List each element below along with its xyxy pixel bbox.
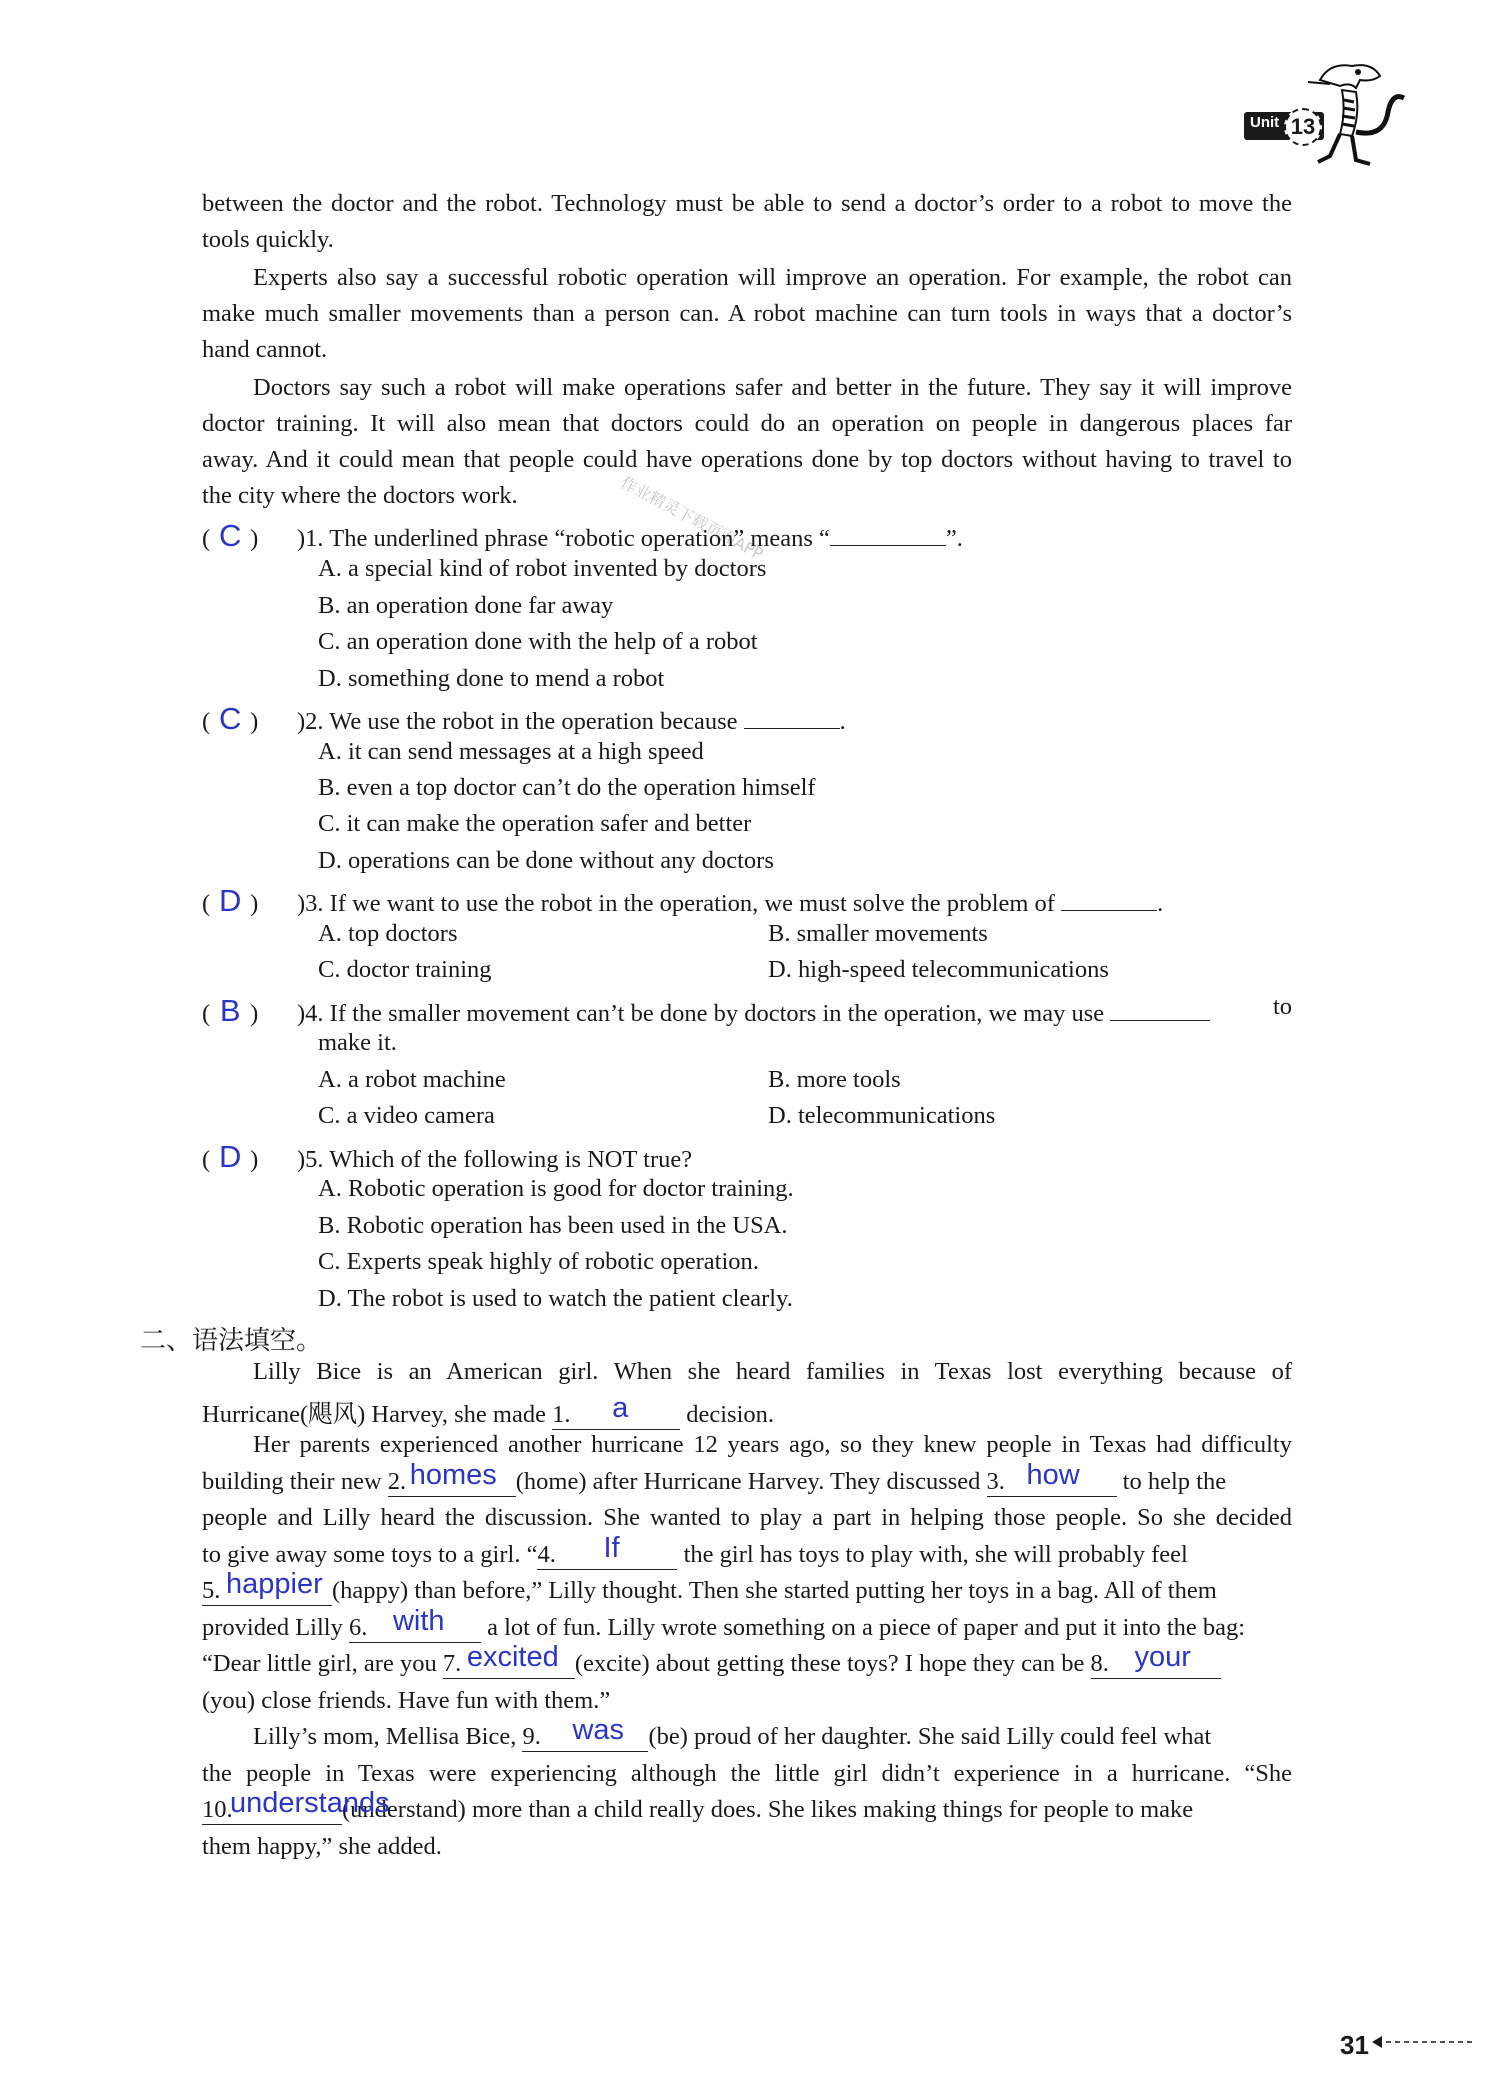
unit-number: 13 [1290,114,1316,139]
question-1: ( C ) )1. The underlined phrase “robotic operation” means “ ”. [202,518,963,553]
cloze-line-10: (you) close friends. Have fun with them.” [202,1687,611,1714]
blank-1: 1. a [552,1401,680,1430]
blank-10: 10. understands [202,1787,390,1823]
handwritten-answer-2: homes [409,1459,497,1491]
blank-4: 4. If [537,1541,677,1570]
unit-label: Unit [1250,114,1280,131]
q1-option-b: B. an operation done far away [318,592,614,619]
passage-line-2: tools quickly. [202,226,334,253]
blank-q3 [1061,888,1157,911]
q5-option-c: C. Experts speak highly of robotic operation. [318,1248,759,1275]
q2-option-c: C. it can make the operation safer and better [318,810,752,837]
handwritten-answer-10: understands [230,1787,390,1819]
cloze-line-9: “Dear little girl, are you 7. excited (excite) about getting these toys? I hope they can be 8. your [202,1650,1292,1679]
q5-option-a: A. Robotic operation is good for doctor training. [318,1175,794,1202]
cloze-line-6: to give away some toys to a girl. “4. If the girl has toys to play with, she will probably feel [202,1532,1188,1568]
q4-option-c: C. a video camera [318,1102,495,1129]
cloze-line-4: building their new 2. homes (home) after Hurricane Harvey. They discussed 3. how to help the [202,1459,1227,1495]
blank-q4 [1110,998,1210,1021]
cloze-line-7: 5. happier (happy) than before,” Lilly thought. Then she started putting her toys in a bag. All of them [202,1568,1217,1604]
blank-3: 3. how [987,1468,1117,1497]
question-4: ( B ) )4. If the smaller movement can’t be done by doctors in the operation, we may use to [202,993,1292,1028]
q1-option-c: C. an operation done with the help of a robot [318,628,758,655]
handwritten-answer-5: happier [226,1568,323,1600]
q4-option-a: A. a robot machine [318,1066,506,1093]
answer-4: B [219,993,241,1028]
passage-line-8: away. And it could mean that people could have operations done by top doctors without having to travel to [202,446,1292,473]
q2-option-b: B. even a top doctor can’t do the operation himself [318,774,816,801]
mascot-illustration [1300,52,1410,182]
cloze-line-5: people and Lilly heard the discussion. She wanted to play a part in helping those people. So she decided [202,1504,1292,1531]
q4-option-d: D. telecommunications [768,1102,996,1129]
handwritten-answer-9: was [572,1714,625,1746]
answer-3: D [218,883,242,918]
q3-option-c: C. doctor training [318,956,492,983]
blank-6: 6. with [349,1614,481,1643]
blank-7: 7. excited [443,1650,575,1679]
page-number: 31 [1340,2030,1369,2060]
cloze-line-14: them happy,” she added. [202,1833,442,1860]
question-2: ( C ) )2. We use the robot in the operation because . [202,701,846,736]
cloze-line-1: Lilly Bice is an American girl. When she heard families in Texas lost everything because of [253,1358,1292,1385]
handwritten-answer-4: If [603,1532,620,1564]
q3-option-a: A. top doctors [318,920,458,947]
q1-option-d: D. something done to mend a robot [318,665,665,692]
blank-9: 9. was [522,1723,648,1752]
passage-line-5: hand cannot. [202,336,328,363]
handwritten-answer-6: with [392,1605,445,1637]
passage-line-3: Experts also say a successful robotic operation will improve an operation. For example, the robot can [253,264,1292,291]
answer-5: D [218,1139,242,1174]
q3-option-b: B. smaller movements [768,920,988,947]
passage-line-1: between the doctor and the robot. Technology must be able to send a doctor’s order to a robot to move the [202,190,1292,217]
handwritten-answer-1: a [612,1392,629,1424]
blank-q2 [744,706,840,729]
cloze-line-2: Hurricane(飓风) Harvey, she made 1. a decision. [202,1392,775,1428]
section-title: 二、语法填空。 [140,1326,323,1356]
answer-1: C [218,518,242,553]
question-4-continued: make it. [318,1029,397,1056]
handwritten-answer-3: how [1026,1459,1080,1491]
handwritten-answer-8: your [1134,1641,1191,1673]
blank-5: 5. happier [202,1577,332,1606]
blank-q1 [830,523,946,546]
blank-2: 2. homes [388,1468,516,1497]
cloze-line-3: Her parents experienced another hurricane 12 years ago, so they knew people in Texas had difficulty [253,1431,1292,1458]
q4-option-b: B. more tools [768,1066,901,1093]
answer-2: C [218,701,242,736]
q1-option-a: A. a special kind of robot invented by doctors [318,555,767,582]
passage-line-4: make much smaller movements than a person can. A robot machine can turn tools in ways that a doctor’s [202,300,1292,327]
cloze-line-13: 10. understands (understand) more than a child really does. She likes making things for people to make [202,1787,1194,1823]
question-5: ( D ) )5. Which of the following is NOT true? [202,1139,693,1174]
q5-option-b: B. Robotic operation has been used in the USA. [318,1212,788,1239]
q2-option-d: D. operations can be done without any doctors [318,847,774,874]
cloze-line-12: the people in Texas were experiencing although the little girl didn’t experience in a hurricane. “She [202,1760,1292,1787]
passage-line-6: Doctors say such a robot will make operations safer and better in the future. They say it will improve [253,374,1292,401]
question-3: ( D ) )3. If we want to use the robot in the operation, we must solve the problem of . [202,883,1164,918]
blank-8: 8. your [1091,1650,1221,1679]
arrow-icon [1372,2034,1472,2050]
watermark: 作业精灵下载页面APP [617,472,767,564]
q5-option-d: D. The robot is used to watch the patient clearly. [318,1285,793,1312]
passage-line-9: the city where the doctors work. [202,482,518,509]
passage-line-7: doctor training. It will also mean that doctors could do an operation on people in dangerous places far [202,410,1292,437]
cloze-line-11: Lilly’s mom, Mellisa Bice, 9. was (be) proud of her daughter. She said Lilly could feel what [253,1714,1212,1750]
q2-option-a: A. it can send messages at a high speed [318,738,704,765]
cloze-line-8: provided Lilly 6. with a lot of fun. Lilly wrote something on a piece of paper and put it into the bag: [202,1605,1246,1641]
handwritten-answer-7: excited [466,1641,559,1673]
q3-option-d: D. high-speed telecommunications [768,956,1109,983]
